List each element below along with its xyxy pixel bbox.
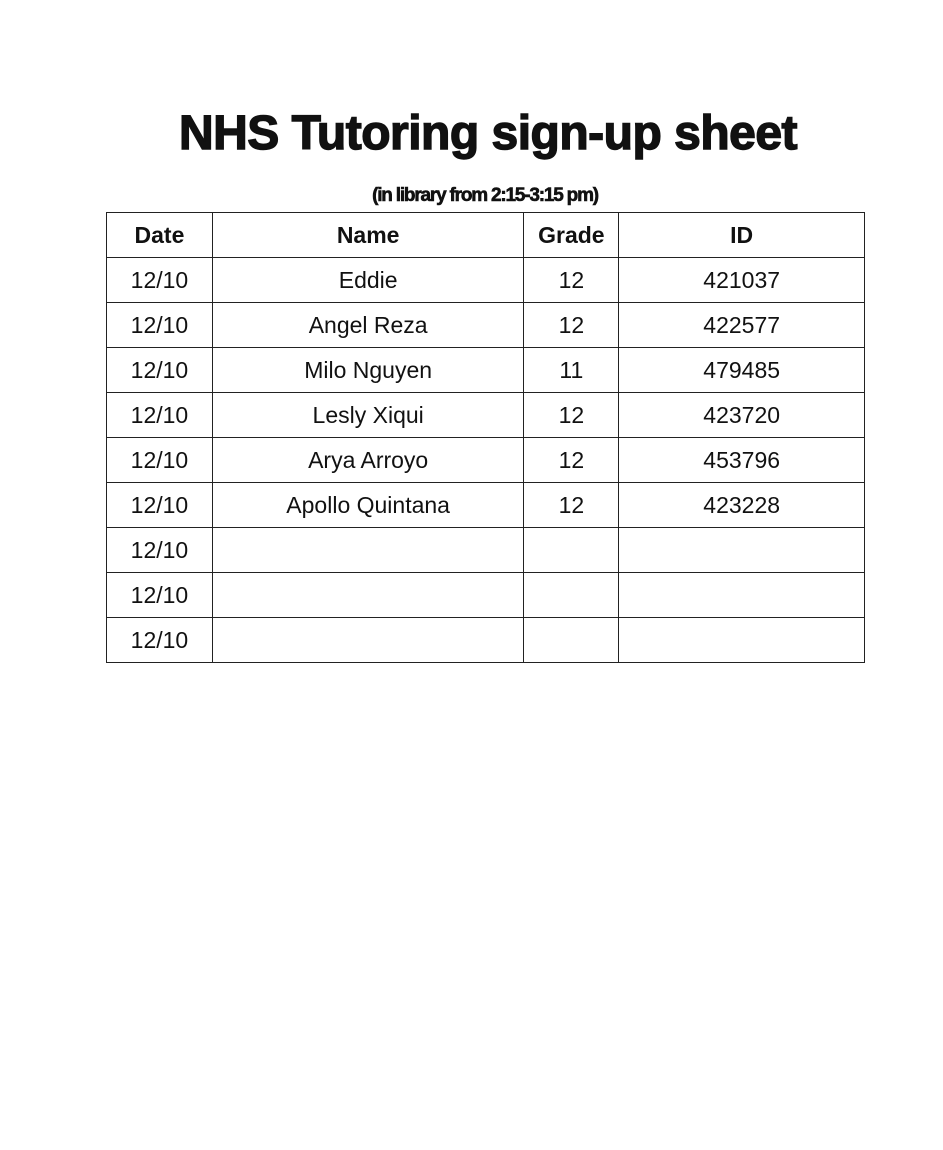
name-cell: Lesly Xiqui (212, 393, 524, 438)
name-cell: Apollo Quintana (212, 483, 524, 528)
grade-cell: 12 (524, 393, 619, 438)
date-cell: 12/10 (107, 393, 213, 438)
table-row (107, 348, 865, 393)
date-cell: 12/10 (107, 438, 213, 483)
table-row (107, 618, 865, 663)
header-name: Name (212, 213, 524, 258)
id-cell: 422577 (619, 303, 865, 348)
date-cell: 12/10 (107, 303, 213, 348)
id-cell (619, 528, 865, 573)
page-title: NHS Tutoring sign-up sheet (178, 107, 798, 160)
table-row (107, 483, 865, 528)
table-row (107, 528, 865, 573)
id-cell: 453796 (619, 438, 865, 483)
header-id: ID (619, 213, 865, 258)
table-row (107, 303, 865, 348)
name-cell: Arya Arroyo (212, 438, 524, 483)
id-cell (619, 618, 865, 663)
name-cell (212, 573, 524, 618)
id-cell: 479485 (619, 348, 865, 393)
table-row (107, 393, 865, 438)
name-cell (212, 528, 524, 573)
name-cell: Eddie (212, 258, 524, 303)
signup-table (106, 212, 865, 663)
grade-cell: 12 (524, 258, 619, 303)
id-cell (619, 573, 865, 618)
page-subtitle: (in library from 2:15-3:15 pm) (372, 185, 598, 206)
date-cell: 12/10 (107, 483, 213, 528)
grade-cell: 12 (524, 438, 619, 483)
date-cell: 12/10 (107, 258, 213, 303)
grade-cell (524, 618, 619, 663)
id-cell: 423228 (619, 483, 865, 528)
table-header-row (107, 213, 865, 258)
header-grade: Grade (524, 213, 619, 258)
table-row (107, 438, 865, 483)
grade-cell (524, 573, 619, 618)
grade-cell: 11 (524, 348, 619, 393)
name-cell (212, 618, 524, 663)
name-cell: Angel Reza (212, 303, 524, 348)
table-row (107, 258, 865, 303)
grade-cell: 12 (524, 483, 619, 528)
date-cell: 12/10 (107, 618, 213, 663)
id-cell: 423720 (619, 393, 865, 438)
name-cell: Milo Nguyen (212, 348, 524, 393)
grade-cell (524, 528, 619, 573)
date-cell: 12/10 (107, 573, 213, 618)
grade-cell: 12 (524, 303, 619, 348)
id-cell: 421037 (619, 258, 865, 303)
table-row (107, 573, 865, 618)
date-cell: 12/10 (107, 528, 213, 573)
header-date: Date (107, 213, 213, 258)
date-cell: 12/10 (107, 348, 213, 393)
